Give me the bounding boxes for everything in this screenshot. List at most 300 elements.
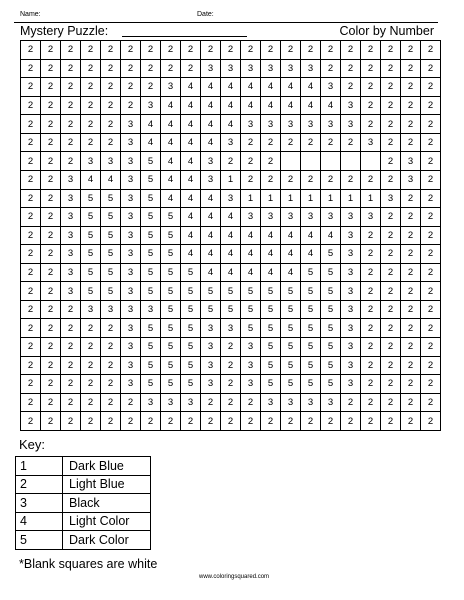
- grid-cell: 2: [400, 96, 420, 115]
- grid-cell: 4: [160, 151, 180, 170]
- grid-cell: 2: [120, 77, 140, 96]
- grid-cell: 5: [280, 281, 300, 300]
- grid-cell: 2: [360, 40, 380, 59]
- grid-cell: 4: [320, 96, 340, 115]
- grid-cell: 2: [400, 207, 420, 226]
- grid-cell: 5: [240, 318, 260, 337]
- grid-cell: 2: [400, 114, 420, 133]
- grid-cell: 1: [240, 189, 260, 208]
- grid-cell: 5: [200, 281, 220, 300]
- grid-cell: 3: [300, 59, 320, 78]
- grid-cell: 5: [240, 281, 260, 300]
- grid-cell: 2: [180, 59, 200, 78]
- grid-cell: 2: [40, 281, 60, 300]
- grid-cell: 5: [140, 318, 160, 337]
- grid-cell: 3: [340, 244, 360, 263]
- grid-cell: 2: [420, 281, 440, 300]
- grid-cell: 2: [20, 207, 40, 226]
- grid-cell: 5: [280, 337, 300, 356]
- key-number: 3: [16, 494, 63, 513]
- grid-cell: 2: [20, 189, 40, 208]
- grid-cell: 2: [380, 281, 400, 300]
- grid-cell: 5: [300, 374, 320, 393]
- grid-cell: 5: [100, 189, 120, 208]
- grid-cell: 3: [280, 114, 300, 133]
- grid-cell: 2: [20, 114, 40, 133]
- grid-cell: 3: [300, 207, 320, 226]
- grid-cell: 2: [400, 59, 420, 78]
- grid-cell: 2: [20, 59, 40, 78]
- grid-cell: 2: [20, 356, 40, 375]
- key-row: [16, 531, 151, 550]
- grid-cell: 4: [260, 244, 280, 263]
- grid-cell: 2: [260, 411, 280, 430]
- grid-cell: 5: [180, 263, 200, 282]
- grid-cell: 5: [160, 300, 180, 319]
- grid-cell: 3: [220, 318, 240, 337]
- grid-cell: 5: [280, 356, 300, 375]
- grid-cell: 5: [160, 318, 180, 337]
- grid-cell: 2: [360, 300, 380, 319]
- grid-cell: 2: [40, 393, 60, 412]
- grid-cell: 5: [160, 356, 180, 375]
- grid-cell: 5: [280, 300, 300, 319]
- grid-cell: 3: [120, 263, 140, 282]
- grid-cell: 2: [100, 59, 120, 78]
- key-row: [16, 475, 151, 494]
- grid-cell: 5: [180, 281, 200, 300]
- grid-cell: 5: [80, 263, 100, 282]
- grid-cell: 2: [40, 226, 60, 245]
- grid-cell: 4: [300, 226, 320, 245]
- name-label: Name:: [20, 11, 41, 18]
- grid-cell: 2: [400, 337, 420, 356]
- grid-cell: 3: [220, 59, 240, 78]
- grid-cell: 2: [120, 59, 140, 78]
- grid-cell: 2: [360, 244, 380, 263]
- grid-cell: 2: [140, 411, 160, 430]
- grid-cell: 4: [180, 226, 200, 245]
- name-date-bar: [14, 6, 438, 23]
- grid-cell: 2: [40, 170, 60, 189]
- grid-cell: 2: [200, 40, 220, 59]
- grid-cell: 2: [380, 318, 400, 337]
- grid-cell: 3: [220, 133, 240, 152]
- grid-cell: 2: [280, 133, 300, 152]
- grid-cell: 2: [40, 59, 60, 78]
- grid-cell: 2: [20, 263, 40, 282]
- grid-cell: 2: [80, 393, 100, 412]
- grid-cell: 5: [160, 226, 180, 245]
- grid-cell: 2: [20, 300, 40, 319]
- grid-cell: 2: [20, 96, 40, 115]
- grid-cell: 2: [100, 114, 120, 133]
- grid-cell: 2: [100, 356, 120, 375]
- grid-cell: 2: [120, 40, 140, 59]
- grid-cell: 2: [20, 77, 40, 96]
- grid-cell: 5: [320, 244, 340, 263]
- grid-cell: 2: [40, 96, 60, 115]
- grid-cell: 2: [400, 40, 420, 59]
- grid-cell: 3: [140, 393, 160, 412]
- grid-cell: 4: [260, 263, 280, 282]
- grid-cell: 2: [40, 356, 60, 375]
- grid-cell: 2: [380, 133, 400, 152]
- key-number: 1: [16, 457, 63, 476]
- grid-cell: 3: [360, 207, 380, 226]
- grid-cell: 4: [300, 77, 320, 96]
- grid-cell: 5: [200, 300, 220, 319]
- grid-cell: 4: [100, 170, 120, 189]
- grid-cell: 2: [40, 300, 60, 319]
- grid-cell: 2: [100, 318, 120, 337]
- grid-cell: 2: [60, 133, 80, 152]
- grid-cell: 2: [80, 337, 100, 356]
- grid-cell: 3: [200, 318, 220, 337]
- puzzle-header: [14, 23, 438, 40]
- grid-cell: 3: [240, 374, 260, 393]
- grid-cell: 5: [260, 318, 280, 337]
- grid-cell: 2: [340, 411, 360, 430]
- grid-cell: 2: [160, 40, 180, 59]
- grid-cell: 3: [340, 207, 360, 226]
- grid-cell: 2: [80, 77, 100, 96]
- grid-cell: 3: [200, 151, 220, 170]
- grid-cell: 2: [300, 170, 320, 189]
- grid-cell: 2: [80, 318, 100, 337]
- grid-cell: 2: [60, 411, 80, 430]
- grid-cell: 2: [260, 170, 280, 189]
- grid-cell: 2: [360, 114, 380, 133]
- grid-cell: 2: [100, 96, 120, 115]
- grid-cell: 5: [300, 300, 320, 319]
- grid-cell: 2: [180, 40, 200, 59]
- grid-cell: 2: [220, 374, 240, 393]
- grid-cell: 2: [400, 356, 420, 375]
- key-number: 4: [16, 512, 63, 531]
- grid-cell: 2: [60, 151, 80, 170]
- grid-cell: 2: [360, 318, 380, 337]
- grid-cell: 4: [140, 114, 160, 133]
- grid-cell: 4: [260, 77, 280, 96]
- grid-cell: 2: [40, 244, 60, 263]
- grid-cell: 4: [240, 96, 260, 115]
- puzzle-subtitle: Color by Number: [339, 24, 434, 38]
- grid-cell: 4: [220, 207, 240, 226]
- grid-cell: 5: [100, 281, 120, 300]
- grid-cell: 3: [120, 356, 140, 375]
- grid-cell: 4: [240, 263, 260, 282]
- grid-cell: 2: [340, 133, 360, 152]
- grid-cell: 5: [280, 318, 300, 337]
- grid-cell: 2: [400, 374, 420, 393]
- grid-cell: 5: [140, 281, 160, 300]
- grid-cell: 2: [80, 411, 100, 430]
- grid-cell: 3: [200, 374, 220, 393]
- grid-cell: 2: [380, 374, 400, 393]
- grid-cell: 2: [420, 356, 440, 375]
- grid-cell: 2: [320, 59, 340, 78]
- grid-cell: 2: [20, 133, 40, 152]
- grid-cell: 2: [420, 151, 440, 170]
- grid-cell: 2: [20, 40, 40, 59]
- grid-cell: 2: [360, 226, 380, 245]
- grid-cell: 4: [220, 77, 240, 96]
- grid-cell: 1: [260, 189, 280, 208]
- grid-cell: 5: [160, 263, 180, 282]
- grid-cell: 2: [380, 244, 400, 263]
- key-color: Light Color: [63, 512, 151, 531]
- grid-cell: 5: [140, 263, 160, 282]
- key-color: Black: [63, 494, 151, 513]
- grid-cell: 3: [400, 151, 420, 170]
- grid-cell: 2: [100, 393, 120, 412]
- grid-cell: 2: [240, 393, 260, 412]
- grid-cell: 2: [400, 411, 420, 430]
- grid-cell: 3: [340, 374, 360, 393]
- grid-cell: 5: [220, 300, 240, 319]
- grid-cell: 3: [60, 170, 80, 189]
- grid-cell: 2: [360, 263, 380, 282]
- grid-cell: 5: [80, 244, 100, 263]
- color-key-table: [15, 456, 151, 550]
- grid-cell: 4: [200, 133, 220, 152]
- grid-cell: 5: [300, 356, 320, 375]
- grid-cell: 3: [340, 114, 360, 133]
- grid-cell: 5: [260, 281, 280, 300]
- grid-cell: 3: [100, 300, 120, 319]
- grid-cell: 3: [280, 393, 300, 412]
- grid-cell: 3: [120, 318, 140, 337]
- grid-cell: 4: [160, 133, 180, 152]
- grid-cell: 2: [380, 114, 400, 133]
- grid-cell: 2: [340, 77, 360, 96]
- grid-cell: 5: [320, 374, 340, 393]
- grid-cell: 2: [380, 300, 400, 319]
- grid-cell: 3: [320, 77, 340, 96]
- grid-cell: 5: [300, 337, 320, 356]
- footer-site: www.coloringsquared.com: [199, 574, 270, 580]
- grid-cell: 5: [160, 281, 180, 300]
- grid-cell: 3: [340, 300, 360, 319]
- grid-cell: 2: [20, 318, 40, 337]
- grid-cell: 2: [220, 356, 240, 375]
- grid-cell: 5: [260, 374, 280, 393]
- grid-cell: 2: [60, 96, 80, 115]
- grid-cell: 2: [400, 318, 420, 337]
- grid-cell: 2: [340, 393, 360, 412]
- grid-cell: 2: [220, 393, 240, 412]
- grid-cell: 2: [400, 281, 420, 300]
- grid-cell: 3: [140, 300, 160, 319]
- grid-cell: 2: [80, 59, 100, 78]
- grid-cell: 2: [80, 40, 100, 59]
- grid-cell: 5: [300, 318, 320, 337]
- grid-cell: 2: [380, 59, 400, 78]
- grid-cell: 4: [200, 96, 220, 115]
- grid-cell: 1: [320, 189, 340, 208]
- grid-cell: 2: [420, 133, 440, 152]
- grid-cell: 5: [80, 189, 100, 208]
- grid-cell: 2: [20, 411, 40, 430]
- grid-cell: 2: [300, 40, 320, 59]
- grid-cell: 2: [80, 374, 100, 393]
- grid-cell: 2: [320, 170, 340, 189]
- grid-cell: 3: [360, 133, 380, 152]
- grid-cell: 2: [140, 59, 160, 78]
- grid-cell: 2: [60, 356, 80, 375]
- grid-cell: 2: [220, 411, 240, 430]
- grid-cell: 4: [280, 244, 300, 263]
- grid-cell: 2: [420, 393, 440, 412]
- number-grid: [20, 40, 441, 431]
- grid-cell: 4: [240, 244, 260, 263]
- grid-cell: 2: [420, 244, 440, 263]
- grid-cell: 2: [380, 77, 400, 96]
- grid-cell: 2: [40, 263, 60, 282]
- blank-squares-note: *Blank squares are white: [19, 557, 158, 571]
- grid-cell: 3: [120, 281, 140, 300]
- grid-cell: 2: [40, 40, 60, 59]
- grid-cell: 2: [240, 411, 260, 430]
- grid-cell: 2: [380, 170, 400, 189]
- grid-cell: 3: [240, 356, 260, 375]
- grid-cell: 3: [120, 337, 140, 356]
- grid-cell: 5: [320, 281, 340, 300]
- grid-cell: 3: [120, 300, 140, 319]
- grid-cell: 3: [200, 170, 220, 189]
- grid-cell: 3: [120, 170, 140, 189]
- grid-cell: 3: [300, 114, 320, 133]
- grid-cell: 3: [60, 281, 80, 300]
- grid-cell: 1: [220, 170, 240, 189]
- grid-cell: 4: [180, 114, 200, 133]
- grid-cell: 4: [220, 114, 240, 133]
- grid-cell: 2: [100, 411, 120, 430]
- key-row: [16, 512, 151, 531]
- grid-cell: 2: [400, 244, 420, 263]
- grid-cell: 3: [120, 189, 140, 208]
- grid-cell: 2: [420, 59, 440, 78]
- grid-cell: 2: [420, 263, 440, 282]
- grid-cell: 5: [140, 244, 160, 263]
- grid-cell: 3: [340, 263, 360, 282]
- grid-cell: 2: [420, 318, 440, 337]
- grid-cell: 5: [160, 337, 180, 356]
- grid-cell: 5: [280, 374, 300, 393]
- grid-cell: 3: [160, 393, 180, 412]
- title-answer-line: [122, 36, 247, 37]
- grid-cell: 2: [160, 411, 180, 430]
- grid-cell: 3: [120, 244, 140, 263]
- grid-cell: 2: [420, 411, 440, 430]
- grid-cell: 3: [120, 374, 140, 393]
- grid-cell: 2: [20, 244, 40, 263]
- grid-cell: 3: [120, 207, 140, 226]
- grid-cell: 5: [140, 207, 160, 226]
- grid-cell: 5: [320, 263, 340, 282]
- grid-cell: 3: [120, 226, 140, 245]
- grid-cell: 2: [20, 151, 40, 170]
- grid-cell: [360, 151, 380, 170]
- grid-cell: 3: [280, 207, 300, 226]
- grid-cell: 4: [180, 151, 200, 170]
- grid-cell: 2: [320, 40, 340, 59]
- grid-cell: 3: [280, 59, 300, 78]
- grid-cell: 2: [100, 337, 120, 356]
- grid-cell: 2: [400, 393, 420, 412]
- grid-cell: 5: [160, 374, 180, 393]
- grid-cell: 4: [200, 207, 220, 226]
- grid-cell: 2: [400, 189, 420, 208]
- grid-cell: 2: [420, 114, 440, 133]
- grid-cell: 4: [220, 244, 240, 263]
- grid-cell: 3: [340, 356, 360, 375]
- puzzle-title: Mystery Puzzle:: [20, 24, 109, 38]
- grid-cell: 2: [40, 207, 60, 226]
- grid-cell: 2: [240, 40, 260, 59]
- grid-cell: 5: [240, 300, 260, 319]
- grid-cell: 2: [60, 59, 80, 78]
- grid-cell: 4: [200, 226, 220, 245]
- grid-cell: 5: [180, 300, 200, 319]
- grid-cell: 2: [360, 374, 380, 393]
- grid-cell: 5: [140, 226, 160, 245]
- grid-cell: 2: [400, 77, 420, 96]
- grid-cell: 3: [80, 300, 100, 319]
- grid-cell: 5: [100, 263, 120, 282]
- grid-cell: [320, 151, 340, 170]
- grid-cell: 2: [220, 151, 240, 170]
- grid-cell: 5: [80, 207, 100, 226]
- grid-cell: 2: [420, 207, 440, 226]
- grid-cell: 3: [60, 189, 80, 208]
- grid-cell: 2: [360, 393, 380, 412]
- grid-cell: 2: [420, 170, 440, 189]
- grid-cell: 2: [380, 393, 400, 412]
- grid-cell: 2: [400, 226, 420, 245]
- grid-cell: 5: [300, 263, 320, 282]
- grid-cell: 5: [320, 356, 340, 375]
- key-color: Dark Color: [63, 531, 151, 550]
- grid-cell: 2: [20, 170, 40, 189]
- grid-cell: 1: [300, 189, 320, 208]
- grid-cell: 5: [140, 337, 160, 356]
- grid-cell: 3: [320, 114, 340, 133]
- grid-cell: 5: [140, 170, 160, 189]
- grid-cell: 2: [420, 96, 440, 115]
- key-number: 5: [16, 531, 63, 550]
- grid-cell: 2: [60, 114, 80, 133]
- grid-cell: 2: [380, 96, 400, 115]
- grid-cell: 4: [180, 244, 200, 263]
- grid-cell: 2: [140, 40, 160, 59]
- grid-cell: 2: [340, 170, 360, 189]
- grid-cell: 2: [400, 263, 420, 282]
- grid-cell: 3: [160, 77, 180, 96]
- grid-cell: [340, 151, 360, 170]
- grid-cell: 4: [320, 226, 340, 245]
- grid-cell: 2: [280, 40, 300, 59]
- grid-cell: 4: [240, 226, 260, 245]
- grid-cell: 2: [420, 374, 440, 393]
- grid-cell: 5: [100, 244, 120, 263]
- grid-cell: 2: [360, 281, 380, 300]
- grid-cell: 2: [420, 189, 440, 208]
- grid-cell: 2: [380, 356, 400, 375]
- grid-cell: 2: [40, 337, 60, 356]
- grid-cell: 3: [200, 356, 220, 375]
